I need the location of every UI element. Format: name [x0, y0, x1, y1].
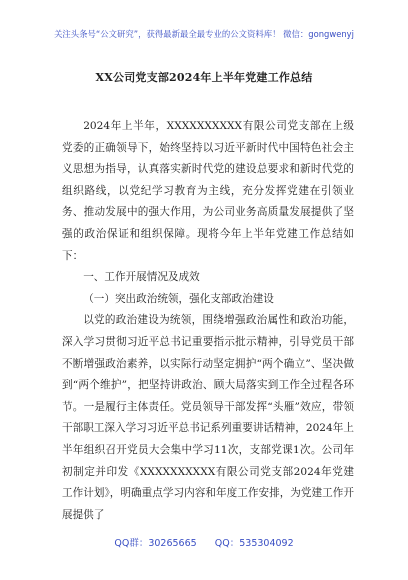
subsection-heading: （一）突出政治统领，强化支部政治建设: [83, 292, 274, 305]
body-paragraph: 以党的政治建设为统领，围绕增强政治属性和政治功能，深入学习贯彻习近平总书记重要指示批示精神，引导党员干部不断增强政治素养，以实际行动坚定拥护“两个确立”、坚决做到“两个维护”，把坚持讲政治、顾大局落实到工作全过程各环节。一是履行主体责任。党员领导干部发挥“头雁”效应，带领干部职工深入学习习近平总书记系列重要讲话精神，2024年上半年组织召开党员大会集中学习11次，支部党课1次。公司年初制定并印发《XXXXXXXXXX有限公司党支部2024年党建工作计划》，明确重点学习内容和年度工作安排，为党建工作开展提供了: [62, 314, 354, 521]
document-body: [62, 116, 354, 526]
document-title: XX公司党支部2024年上半年党建工作总结: [95, 71, 313, 84]
section-heading: 一、工作开展情况及成效: [83, 271, 200, 284]
header-banner: 关注头条号“公文研究”，获得最新最全最专业的公文资料库！ 微信：gongwenyj: [54, 29, 354, 39]
intro-paragraph: 2024年上半年，XXXXXXXXXX有限公司党支部在上级党委的正确领导下，始终坚持以习近平新时代中国特色社会主义思想为指导，认真落实新时代党的建设总要求和新时代党的组织路线，以党纪学习教育为主线，充分发挥党建在引领业务、推动发展中的强大作用，为公司业务高质量发展提供了坚强的政治保证和组织保障。现将今年上半年党建工作总结如下：: [62, 120, 354, 262]
footer-contact: QQ群：30265665 QQ：535304092: [114, 538, 294, 549]
